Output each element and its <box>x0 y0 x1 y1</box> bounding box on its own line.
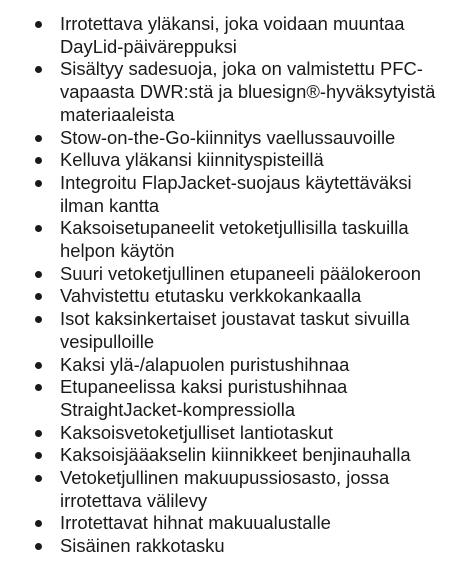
list-item-text: Irrotettava yläkansi, joka voidaan muuntaa DayLid-päiväreppuksi <box>60 13 405 57</box>
bullet-icon <box>35 66 42 73</box>
list-item <box>0 58 460 126</box>
bullet-icon <box>35 362 42 369</box>
list-item <box>0 127 460 150</box>
list-item-text: Stow-on-the-Go-kiinnitys vaellussauvoille <box>60 126 396 148</box>
list-item-text: Sisältyy sadesuoja, joka on valmistettu PFC-vapaasta DWR:stä ja bluesign®-hyväksytyistä materiaaleista <box>60 58 436 125</box>
list-item-text: Kaksoisvetoketjulliset lantiotaskut <box>60 421 333 443</box>
list-item <box>0 308 460 353</box>
list-item-text: Kaksi ylä-/alapuolen puristushihnaa <box>60 353 350 375</box>
list-item-text: Irrotettavat hihnat makuualustalle <box>60 512 331 534</box>
list-item-text: Etupaneelissa kaksi puristushihnaa StraightJacket-kompressiolla <box>60 376 348 420</box>
bullet-icon <box>35 225 42 232</box>
bullet-icon <box>35 543 42 550</box>
list-item-text: Integroitu FlapJacket-suojaus käytettäväksi ilman kantta <box>60 171 412 216</box>
feature-list <box>0 13 460 558</box>
bullet-icon <box>35 475 42 482</box>
list-item <box>0 376 460 421</box>
list-item <box>0 467 460 512</box>
bullet-icon <box>35 293 42 300</box>
list-item-text: Isot kaksinkertaiset joustavat taskut sivuilla vesipulloille <box>60 308 410 352</box>
list-item-text: Kaksoisjääakselin kiinnikkeet benjinauhalla <box>60 444 411 466</box>
list-item <box>0 149 460 172</box>
list-item-text: Vetoketjullinen makuupussiosasto, jossa irrotettava välilevy <box>60 467 390 511</box>
list-item <box>0 422 460 445</box>
list-item <box>0 285 460 308</box>
bullet-icon <box>35 384 42 391</box>
bullet-icon <box>35 21 42 28</box>
bullet-icon <box>35 135 42 142</box>
bullet-icon <box>35 180 42 187</box>
list-item-text: Sisäinen rakkotasku <box>60 535 225 557</box>
bullet-icon <box>35 316 42 323</box>
list-item <box>0 444 460 467</box>
list-item <box>0 263 460 286</box>
list-item-text: Suuri vetoketjullinen etupaneeli päälokeroon <box>60 262 421 284</box>
bullet-icon <box>35 452 42 459</box>
list-item <box>0 13 460 58</box>
list-item <box>0 217 460 262</box>
bullet-icon <box>35 271 42 278</box>
bullet-icon <box>35 520 42 527</box>
bullet-icon <box>35 157 42 164</box>
list-item-text: Kaksoisetupaneelit vetoketjullisilla taskuilla helpon käytön <box>60 217 409 262</box>
list-item-text: Vahvistettu etutasku verkkokankaalla <box>60 285 362 307</box>
list-item <box>0 354 460 377</box>
list-item <box>0 535 460 558</box>
bullet-icon <box>35 430 42 437</box>
list-item-text: Kelluva yläkansi kiinnityspisteillä <box>60 149 324 171</box>
list-item <box>0 512 460 535</box>
list-item <box>0 172 460 217</box>
